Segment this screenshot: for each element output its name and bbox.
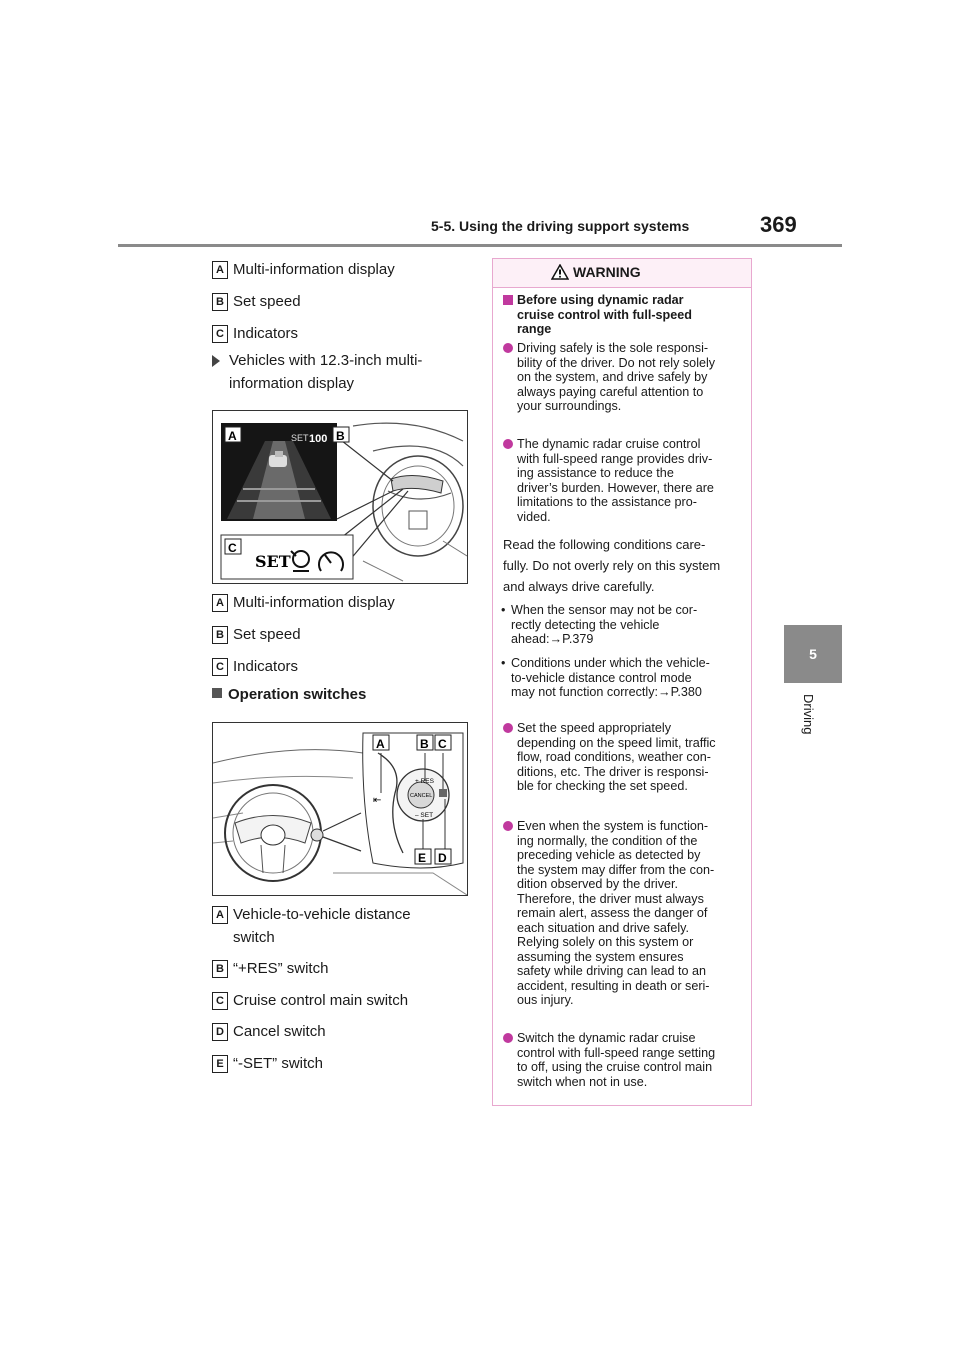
warning-bullet-text: Even when the system is function- ing normally, the condition of the preceding vehicle as detected by the system may differ from the con- dition observed by the driver. Therefore, the driver must always remain alert, assess the danger of each situation and drive safely. Relying solely on this system or assuming the system ensures safety while driving can lead to an accident, resulting in death or seri- ous injury. — [517, 819, 715, 1007]
callout-badge: C — [212, 325, 228, 343]
warning-paragraph-line: and always drive carefully. — [503, 579, 655, 594]
list-item-text: Set speed — [233, 293, 301, 310]
callout-badge: A — [212, 261, 228, 279]
callout-badge: E — [212, 1055, 228, 1073]
chapter-label-text: Driving — [801, 694, 816, 735]
warning-sub-bullet-text: Conditions under which the vehicle- to-vehicle distance control mode may not function correctly:→P.380 — [511, 656, 710, 699]
square-bullet-icon — [503, 295, 513, 305]
list-item-text: Indicators — [233, 658, 299, 675]
main-switch-icon — [439, 789, 447, 797]
list-item-text: “-SET” switch — [233, 1055, 323, 1072]
variant-heading-line2: information display — [229, 375, 355, 392]
warning-heading-text: Before using dynamic radar cruise control with full-speed range — [517, 293, 692, 336]
callout-a: A — [376, 737, 385, 751]
list-item-text: Cancel switch — [233, 1023, 326, 1040]
callout-badge: A — [212, 594, 228, 612]
callout-badge: C — [212, 992, 228, 1010]
figure-display-illustration — [212, 410, 468, 584]
warning-bullet-text: Set the speed appropriately depending on the speed limit, traffic flow, road conditions, weather con- ditions, etc. The driver is responsi- ble for checking the set speed. — [517, 721, 716, 793]
square-bullet-icon — [212, 688, 222, 698]
circle-bullet-icon — [503, 821, 513, 831]
warning-header — [493, 259, 751, 288]
circle-bullet-icon — [503, 343, 513, 353]
callout-b: B — [336, 429, 345, 443]
chapter-label — [796, 690, 820, 750]
callout-c: C — [228, 541, 237, 555]
indicator-set-text: SET — [255, 552, 291, 571]
warning-paragraph-line: fully. Do not overly rely on this system — [503, 558, 721, 573]
dot-bullet: • — [501, 656, 506, 670]
list-item-text: Set speed — [233, 626, 301, 643]
section-title: 5-5. Using the driving support systems — [431, 218, 690, 234]
list-item-text: Multi-information display — [233, 261, 395, 278]
list-item-text: Vehicle-to-vehicle distance — [233, 906, 411, 923]
callout-e: E — [418, 851, 427, 865]
display-speed-text: 100 — [309, 433, 328, 445]
warning-bullet-text: Switch the dynamic radar cruise control with full-speed range setting to off, using the cruise control main switch when not in use. — [517, 1031, 716, 1089]
res-switch-label: + RES — [415, 778, 434, 785]
circle-bullet-icon — [503, 723, 513, 733]
list-item-text: Indicators — [233, 325, 299, 342]
distance-switch-icon: ⇤ — [373, 795, 382, 806]
callout-badge: B — [212, 626, 228, 644]
callout-b: B — [420, 737, 429, 751]
list-item-text-continued: switch — [233, 929, 275, 946]
callout-d: D — [438, 851, 447, 865]
callout-badge: B — [212, 293, 228, 311]
triangle-bullet-icon — [212, 355, 220, 367]
callout-a: A — [228, 429, 237, 443]
list-item-text: Multi-information display — [233, 594, 395, 611]
switches-illustration — [213, 723, 467, 895]
display-set-text: SET — [291, 433, 309, 443]
chapter-tab: 5 — [784, 625, 842, 683]
display-illustration — [213, 411, 467, 583]
warning-paragraph-line: Read the following conditions care- — [503, 537, 706, 552]
header-rule — [118, 244, 842, 247]
circle-bullet-icon — [503, 1033, 513, 1043]
circle-bullet-icon — [503, 439, 513, 449]
page-number: 369 — [760, 212, 797, 237]
warning-sub-bullet — [501, 603, 743, 647]
callout-badge: B — [212, 960, 228, 978]
section-heading — [212, 686, 366, 703]
warning-bullet-text: Driving safely is the sole responsi- bility of the driver. Do not rely solely on the system, and drive safely by always paying careful attention to your surroundings. — [517, 341, 716, 413]
cancel-switch-label: CANCEL — [410, 793, 433, 799]
callout-badge: C — [212, 658, 228, 676]
warning-triangle-icon — [551, 264, 569, 280]
callout-c: C — [438, 737, 447, 751]
warning-sub-bullet-text: When the sensor may not be cor- rectly detecting the vehicle ahead:→P.379 — [511, 603, 698, 646]
section-heading-text: Operation switches — [228, 686, 367, 703]
callout-badge: D — [212, 1023, 228, 1041]
variant-heading-line1: Vehicles with 12.3-inch multi- — [229, 352, 423, 369]
list-item-text: Cruise control main switch — [233, 992, 409, 1009]
callout-badge: A — [212, 906, 228, 924]
figure-switches-illustration — [212, 722, 468, 896]
list-item-text: “+RES” switch — [233, 960, 329, 977]
warning-box — [492, 258, 752, 1106]
warning-bullet-text: The dynamic radar cruise control with full-speed range provides driv- ing assistance to reduce the driver’s burden. However, there are limitations to the assistance pro- vided. — [517, 437, 714, 524]
set-switch-label: – SET — [415, 812, 434, 819]
warning-sub-bullet — [501, 656, 743, 700]
warning-title: WARNING — [573, 264, 641, 280]
dot-bullet: • — [501, 603, 506, 617]
